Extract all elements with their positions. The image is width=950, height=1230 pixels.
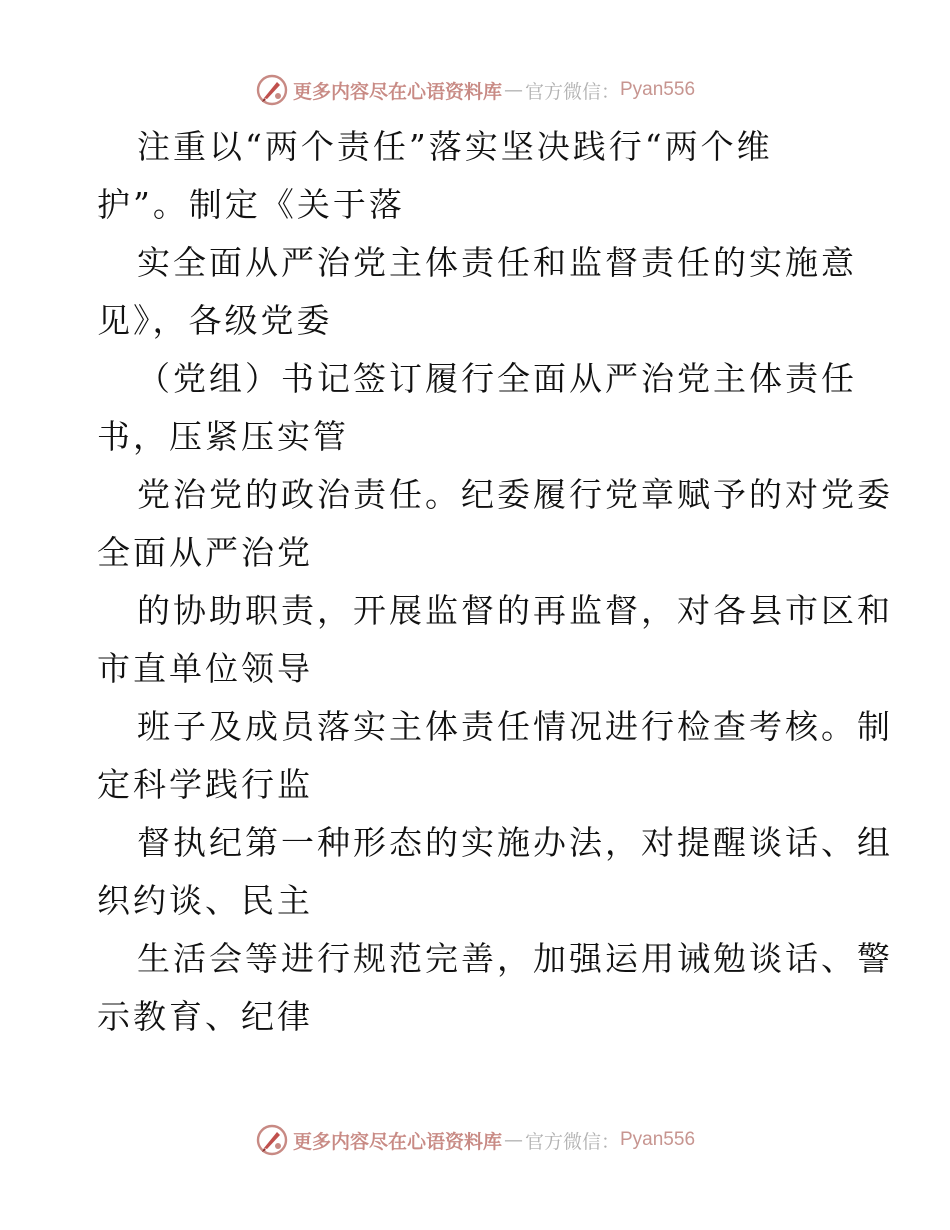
watermark-dash: —: [503, 79, 523, 101]
watermark-wechat-id: Pyan556: [620, 79, 696, 100]
text-line: 织约谈、民主: [97, 881, 313, 920]
header-watermark: [0, 70, 950, 110]
text-line: 见》，各级党委: [97, 301, 333, 340]
watermark-wechat-label: 官方微信：: [524, 1130, 620, 1153]
text-line: 市直单位领导: [97, 649, 313, 688]
text-line: 党治党的政治责任。纪委履行党章赋予的对党委: [137, 475, 893, 514]
text-line: 示教育、纪律: [97, 997, 313, 1036]
watermark-site-text: 更多内容尽在心语资料库: [292, 1130, 502, 1153]
footer-watermark: [0, 1120, 950, 1160]
watermark-dash: —: [503, 1129, 523, 1151]
text-line: 督执纪第一种形态的实施办法，对提醒谈话、组: [137, 823, 893, 862]
document-body: [97, 118, 897, 1046]
text-line: 定科学践行监: [97, 765, 313, 804]
text-line: 注重以“两个责任”落实坚决践行“两个维: [137, 127, 773, 166]
text-line: 的协助职责，开展监督的再监督，对各县市区和: [137, 591, 893, 630]
quill-logo-icon: [255, 73, 289, 107]
watermark-wechat-id: Pyan556: [620, 1129, 696, 1150]
text-line: 班子及成员落实主体责任情况进行检查考核。制: [137, 707, 893, 746]
text-line: 实全面从严治党主体责任和监督责任的实施意: [137, 243, 857, 282]
text-line: 书，压紧压实管: [97, 417, 349, 456]
watermark-site-text: 更多内容尽在心语资料库: [292, 80, 502, 103]
quill-logo-icon: [255, 1123, 289, 1157]
text-line: （党组）书记签订履行全面从严治党主体责任: [137, 359, 857, 398]
text-line: 生活会等进行规范完善，加强运用诫勉谈话、警: [137, 939, 893, 978]
text-line: 全面从严治党: [97, 533, 313, 572]
text-line: 护”。制定《关于落: [97, 185, 405, 224]
watermark-wechat-label: 官方微信：: [524, 80, 620, 103]
